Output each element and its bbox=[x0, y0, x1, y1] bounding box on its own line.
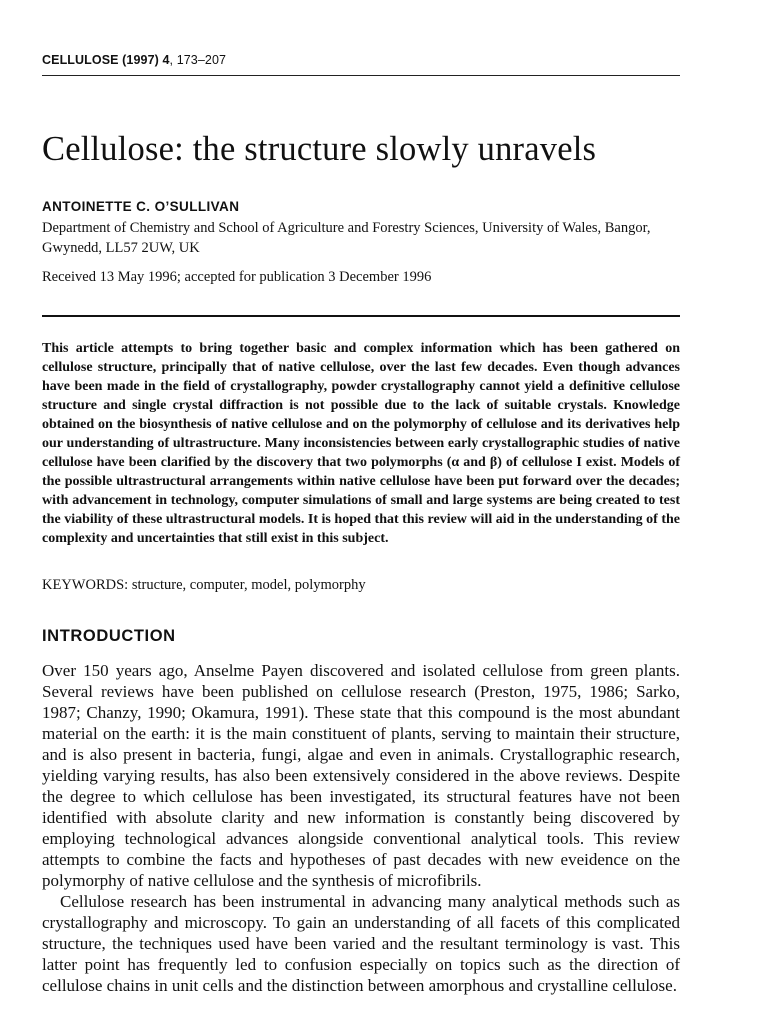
journal-volume: 4 bbox=[162, 53, 170, 67]
article-title: Cellulose: the structure slowly unravels bbox=[42, 130, 597, 168]
abstract: This article attempts to bring together basic and complex information which has been gathered on cellulose structure, principally that of native cellulose, over the last few decades. Even though advances have been made in the field of crystallography, powder crystallography cannot yield a definitive cellulose structure and single crystal diffraction is not possible due to the lack of suitable crystals. Knowledge obtained on the biosynthesis of native cellulose and on the polymorphy of cellulose and its derivatives help our understanding of ultrastructure. Many inconsistencies between early crystallographic studies of native cellulose have been clarified by the discovery that two polymorphs (α and β) of cellulose I exist. Models of the possible ultrastructural arrangements within native cellulose have been put forward over the decades; with advancement in technology, computer simulations of small and large systems are being created to test the viability of these ultrastructural models. It is hoped that this review will aid in the understanding of the complexity and uncertainties that still exist in this subject. bbox=[42, 341, 680, 546]
author-name: ANTOINETTE C. O’SULLIVAN bbox=[42, 199, 240, 214]
received-dates: Received 13 May 1996; accepted for publication 3 December 1996 bbox=[42, 269, 432, 285]
running-head bbox=[42, 53, 226, 67]
header-rule bbox=[42, 75, 680, 76]
paragraph: Over 150 years ago, Anselme Payen discovered and isolated cellulose from green plants. Several reviews have been published on cellulose research (Preston, 1975, 1986; Sarko, 1987; Chanzy, 1990; Okamura, 1991). These state that this compound is the most abundant material on the earth: it is the main constituent of plants, serving to maintain their structure, and is also present in bacteria, fungi, algae and even in animals. Crystallographic research, yielding varying results, has also been extensively considered in the above reviews. Despite the degree to which cellulose has been investigated, its structural features have not been identified with absolute clarity and new information is constantly being discovered by employing technological advances alongside conventional analytical tools. This review attempts to combine the facts and hypotheses of past decades with new eveidence on the polymorphy of native cellulose and the synthesis of microfibrils. bbox=[42, 661, 680, 890]
abstract-rule bbox=[42, 315, 680, 317]
journal-pages: , 173–207 bbox=[169, 53, 227, 67]
author-affiliation: Department of Chemistry and School of Agriculture and Forestry Sciences, University of Wales, Bangor, Gwynedd, LL57 2UW, UK bbox=[42, 220, 651, 256]
introduction-body bbox=[42, 660, 680, 996]
section-heading-introduction: INTRODUCTION bbox=[42, 627, 176, 645]
paragraph: Cellulose research has been instrumental in advancing many analytical methods such as crystallography and microscopy. To gain an understanding of all facets of this complicated structure, the techniques used have been varied and the resultant terminology is vast. This latter point has frequently led to confusion especially on topics such as the direction of cellulose chains in unit cells and the distinction between amorphous and crystalline cellulose. bbox=[42, 892, 680, 995]
journal-name: CELLULOSE (1997) bbox=[42, 53, 159, 67]
keywords: KEYWORDS: structure, computer, model, polymorphy bbox=[42, 577, 366, 593]
